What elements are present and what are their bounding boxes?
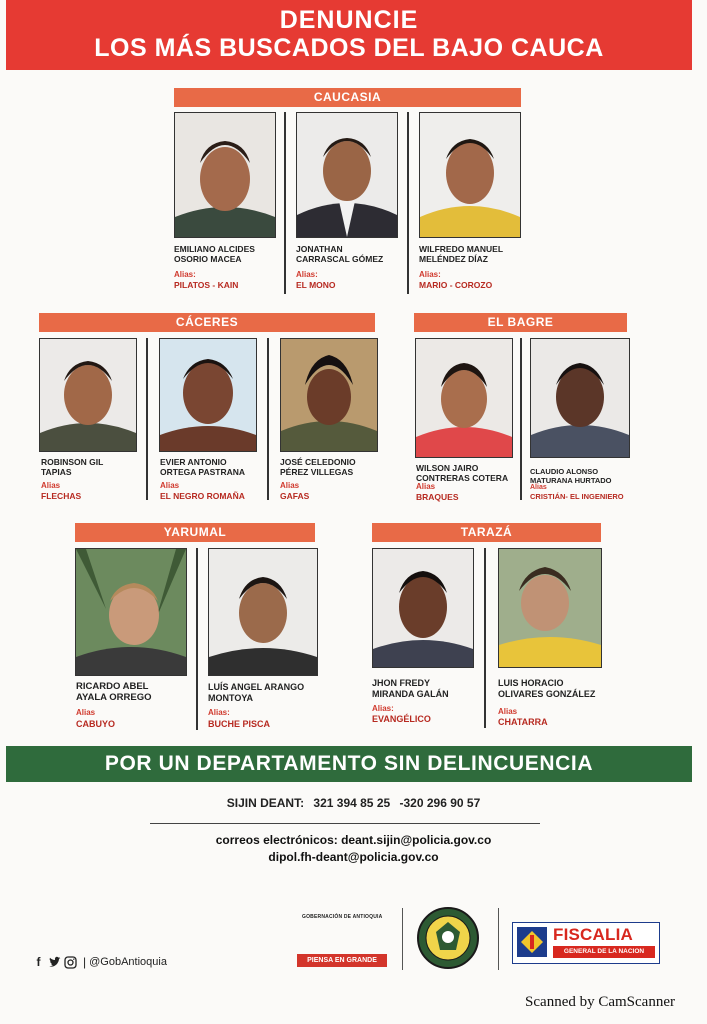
person-11-alias-label: Alias: <box>372 704 394 713</box>
social-handle[interactable]: @GobAntioquia <box>89 956 167 968</box>
region-band-el-bagre: EL BAGRE <box>414 313 627 332</box>
slogan-banner: POR UN DEPARTAMENTO SIN DELINCUENCIA <box>6 746 692 782</box>
phone-number-2: -320 296 90 57 <box>399 796 481 810</box>
person-7-name: WILSON JAIRO CONTRERAS COTERA <box>416 463 509 483</box>
person-8-alias-label: Alias <box>530 484 547 491</box>
email-line-1: correos electrónicos: deant.sijin@policia.gov.co <box>215 833 492 847</box>
person-4-name: ROBINSON GIL TAPIAS <box>41 457 104 477</box>
social-links <box>32 955 167 969</box>
photo-person-2 <box>296 112 398 238</box>
person-2-alias: EL MONO <box>296 280 336 290</box>
person-1-name: EMILIANO ALCIDES OSORIO MACEA <box>174 244 255 264</box>
phone-line <box>0 796 707 810</box>
photo-person-4 <box>39 338 137 452</box>
person-5-alias: EL NEGRO ROMAÑA <box>160 491 245 501</box>
header-line-1: DENUNCIE <box>279 6 419 34</box>
poster-header <box>6 0 692 70</box>
fiscalia-logo <box>512 922 660 964</box>
person-3-alias-label: Alias: <box>419 270 441 279</box>
facebook-icon[interactable]: f <box>36 954 41 969</box>
person-6-name: JOSÉ CELEDONIO PÉREZ VILLEGAS <box>280 457 356 477</box>
instagram-icon[interactable] <box>64 956 77 969</box>
gobernacion-tagline: PIENSA EN GRANDE <box>297 954 387 967</box>
gobernacion-logo-text: GOBERNACIÓN DE ANTIOQUIA <box>302 914 383 920</box>
person-4-alias-label: Alias <box>41 481 61 490</box>
column-divider <box>146 338 148 500</box>
person-8-name: CLAUDIO ALONSO MATURANA HURTADO <box>530 467 612 485</box>
photo-person-8 <box>530 338 630 458</box>
person-3-alias: MARIO - COROZO <box>419 280 493 290</box>
photo-person-11 <box>372 548 474 668</box>
column-divider <box>520 338 522 500</box>
fiscalia-emblem-icon <box>517 927 547 957</box>
person-1-alias-label: Alias: <box>174 270 196 279</box>
column-divider <box>196 548 198 730</box>
column-divider <box>484 548 486 728</box>
person-9-alias-label: Alias <box>76 708 96 717</box>
photo-person-12 <box>498 548 602 668</box>
fiscalia-subtitle: GENERAL DE LA NACION <box>553 946 655 958</box>
region-band-caceres: CÁCERES <box>39 313 375 332</box>
person-10-alias-label: Alias: <box>208 708 230 717</box>
person-5-alias-label: Alias <box>160 481 180 490</box>
column-divider <box>284 112 286 294</box>
person-12-alias: CHATARRA <box>498 717 548 727</box>
separator: | <box>83 955 87 969</box>
phone-label: SIJIN DEANT: <box>226 796 305 810</box>
photo-person-3 <box>419 112 521 238</box>
person-12-alias-label: Alias <box>498 707 518 716</box>
person-6-alias: GAFAS <box>280 491 310 501</box>
person-12-name: LUIS HORACIO OLIVARES GONZÁLEZ <box>498 678 596 699</box>
photo-person-7 <box>415 338 513 458</box>
person-7-alias: BRAQUES <box>416 492 459 502</box>
region-band-yarumal: YARUMAL <box>75 523 315 542</box>
photo-person-9 <box>75 548 187 676</box>
person-11-alias: EVANGÉLICO <box>372 714 431 724</box>
person-10-name: LUÍS ANGEL ARANGO MONTOYA <box>208 682 305 703</box>
contact-divider <box>150 823 540 824</box>
region-band-taraza: TARAZÁ <box>372 523 601 542</box>
email-block <box>0 832 707 866</box>
photo-person-10 <box>208 548 318 676</box>
photo-person-5 <box>159 338 257 452</box>
person-3-name: WILFREDO MANUEL MELÉNDEZ DÍAZ <box>419 244 504 264</box>
person-9-name: RICARDO ABEL AYALA ORREGO <box>76 681 152 703</box>
scanner-watermark: Scanned by CamScanner <box>525 994 675 1010</box>
person-4-alias: FLECHAS <box>41 491 82 501</box>
photo-person-6 <box>280 338 378 452</box>
phone-number-1: 321 394 85 25 <box>313 796 391 810</box>
person-10-alias: BUCHE PISCA <box>208 719 271 729</box>
logo-divider <box>402 908 403 970</box>
police-emblem-icon <box>416 906 480 970</box>
person-2-alias-label: Alias: <box>296 270 318 279</box>
person-8-alias: CRISTIÁN- EL INGENIERO <box>530 492 624 501</box>
person-5-name: EVIER ANTONIO ORTEGA PASTRANA <box>160 457 245 477</box>
twitter-icon[interactable] <box>48 956 61 969</box>
logo-divider <box>498 908 499 970</box>
person-2-name: JONATHAN CARRASCAL GÓMEZ <box>296 244 384 264</box>
person-1-alias: PILATOS - KAIN <box>174 280 239 290</box>
photo-person-1 <box>174 112 276 238</box>
person-7-alias-label: Alias <box>416 482 436 491</box>
person-11-name: JHON FREDY MIRANDA GALÁN <box>372 678 449 699</box>
person-9-alias: CABUYO <box>76 719 116 729</box>
fiscalia-title: FISCALIA <box>553 925 633 944</box>
person-6-alias-label: Alias <box>280 481 300 490</box>
header-line-2: LOS MÁS BUSCADOS DEL BAJO CAUCA <box>94 34 604 62</box>
column-divider <box>407 112 409 294</box>
email-line-2: dipol.fh-deant@policia.gov.co <box>268 850 439 864</box>
region-band-caucasia: CAUCASIA <box>174 88 521 107</box>
column-divider <box>267 338 269 500</box>
